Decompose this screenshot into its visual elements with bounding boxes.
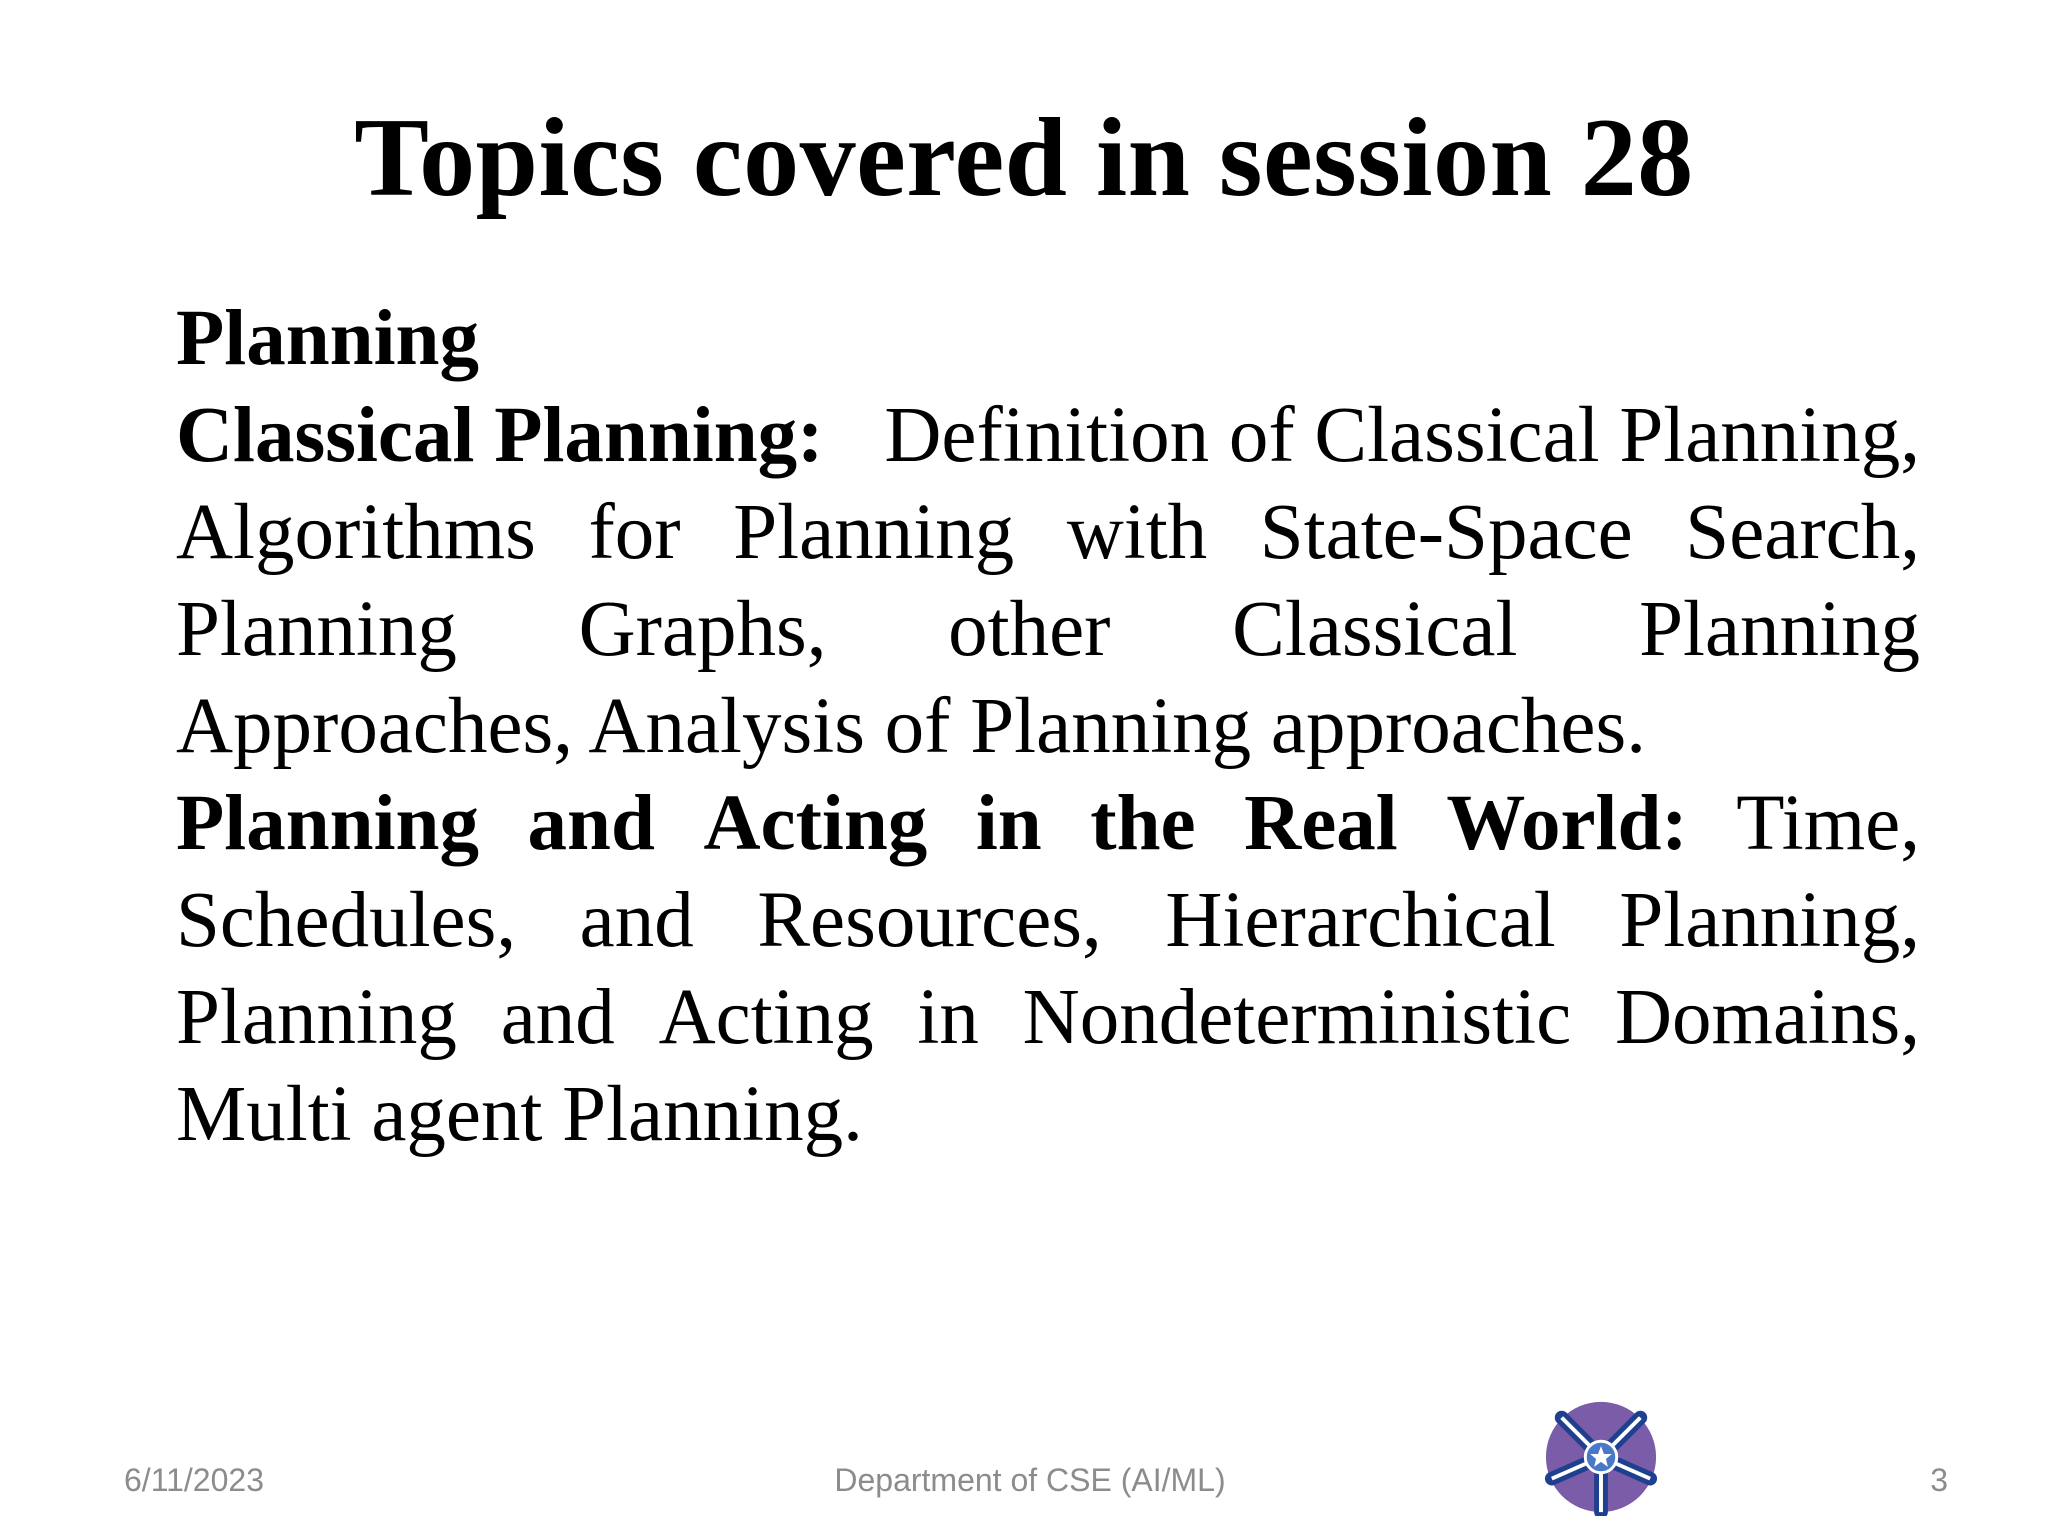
body-word: Graphs, [578, 586, 827, 673]
body-word: Planning [733, 489, 1015, 576]
body-word: Real [1244, 780, 1398, 867]
section-heading-planning: Planning [176, 295, 479, 382]
body-line-6 [176, 872, 1920, 969]
body-word: Planning [1639, 586, 1920, 673]
body-line-3 [176, 581, 1920, 678]
body-word: Time, [1736, 780, 1920, 867]
body-word: for [588, 489, 681, 576]
footer-date: 6/11/2023 [124, 1462, 264, 1498]
body-word: World: [1446, 780, 1688, 867]
body-word: State-Space [1259, 489, 1633, 576]
classical-planning-text: Definition of Classical Planning, [884, 392, 1920, 479]
body-word: Algorithms [176, 489, 536, 576]
body-word: and [500, 974, 615, 1061]
body-word: Hierarchical [1165, 877, 1556, 964]
body-word: in [975, 780, 1042, 867]
body-word: Planning [176, 974, 457, 1061]
body-word: Classical [1232, 586, 1518, 673]
footer-department: Department of CSE (AI/ML) [834, 1462, 1226, 1498]
body-word: other [948, 586, 1111, 673]
institution-emblem-icon [1542, 1398, 1660, 1516]
body-word: Planning, [1619, 877, 1920, 964]
body-word: Search, [1685, 489, 1920, 576]
slide-title: Topics covered in session 28 [354, 96, 1694, 220]
body-word: and [579, 877, 694, 964]
body-line-8: Multi agent Planning. [176, 1071, 863, 1158]
classical-planning-label: Classical Planning: [176, 392, 824, 479]
body-word: Planning [176, 780, 479, 867]
body-word: Domains, [1614, 974, 1920, 1061]
body-word: Resources, [757, 877, 1102, 964]
body-line-1 [176, 387, 1920, 484]
body-word: Acting [703, 780, 928, 867]
body-word: Planning [176, 586, 457, 673]
body-word: and [527, 780, 655, 867]
body-line-4: Approaches, Analysis of Planning approaches. [176, 683, 1646, 770]
body-word: Nondeterministic [1022, 974, 1572, 1061]
body-line-5 [176, 775, 1920, 872]
body-word: Schedules, [176, 877, 517, 964]
body-line-7 [176, 969, 1920, 1066]
body-word: in [917, 974, 979, 1061]
body-word: Acting [658, 974, 874, 1061]
body-word: the [1090, 780, 1196, 867]
body-word: with [1066, 489, 1208, 576]
page-number: 3 [1930, 1462, 1948, 1498]
body-line-2 [176, 484, 1920, 581]
slide-body [176, 290, 1920, 1163]
